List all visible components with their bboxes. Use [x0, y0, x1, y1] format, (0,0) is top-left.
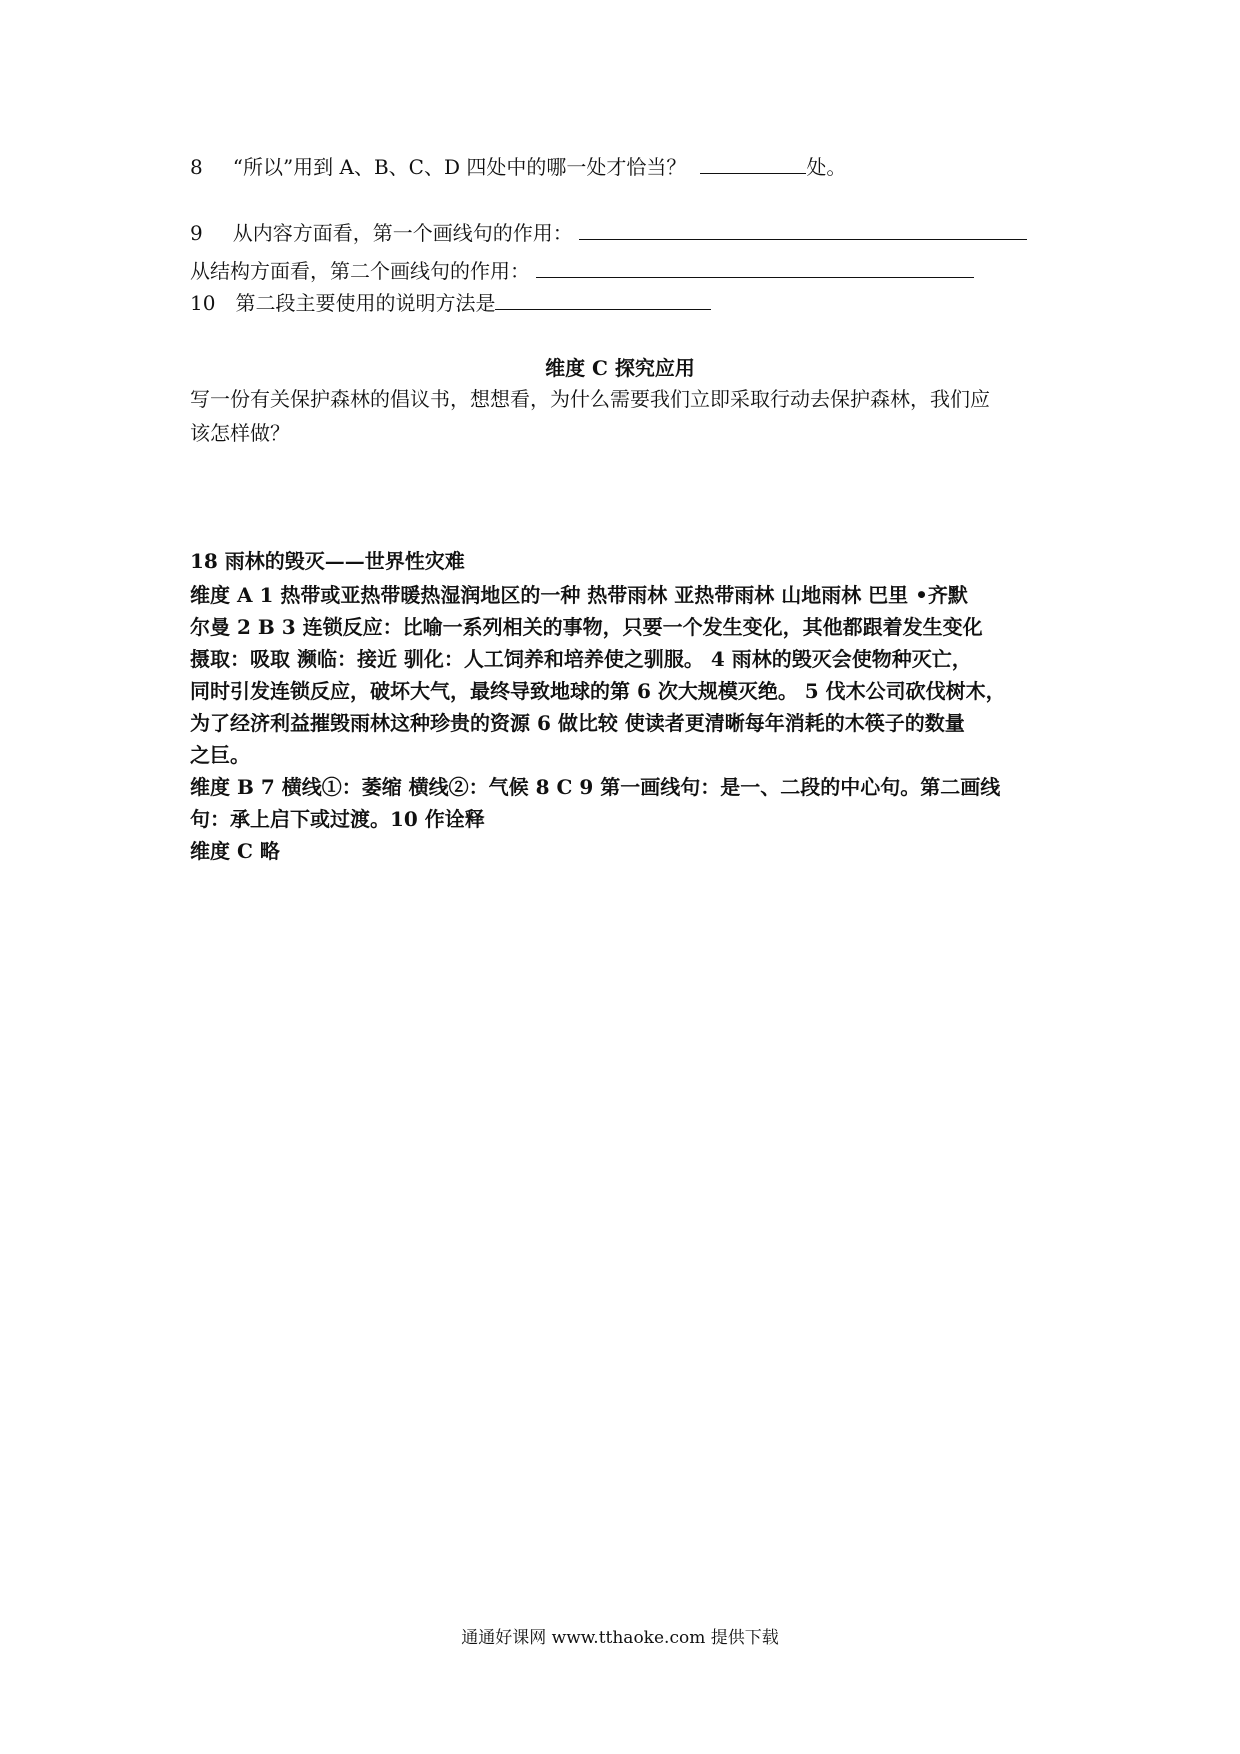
section-c-heading: 维度 C 探究应用: [545, 356, 695, 380]
answer-line-9: 维度 C 略: [190, 839, 280, 863]
answer-line-5: 为了经济利益摧毁雨林这种珍贵的资源 6 做比较 使读者更清晰每年消耗的木筷子的数量: [190, 711, 965, 735]
page-footer: 通通好课网 www.tthaoke.com 提供下载: [461, 1628, 779, 1648]
question-8: [190, 152, 846, 182]
question-8-number: 8: [190, 155, 203, 179]
question-9-answer-blank-2[interactable]: [536, 257, 974, 278]
answer-line-1: 维度 A 1 热带或亚热带暖热湿润地区的一种 热带雨林 亚热带雨林 山地雨林 巴里 •齐默: [190, 583, 968, 607]
question-9-number: 9: [190, 221, 203, 245]
question-9-line-2: [190, 256, 974, 286]
question-9-line-1: [190, 218, 1027, 248]
answer-line-7: 维度 B 7 横线①：萎缩 横线②：气候 8 C 9 第一画线句：是一、二段的中心句。第二画线: [190, 775, 1001, 799]
question-9-prompt-1: 从内容方面看，第一个画线句的作用：: [232, 221, 573, 245]
question-8-suffix: 处。: [806, 155, 847, 179]
answer-line-2: 尔曼 2 B 3 连锁反应：比喻一系列相关的事物，只要一个发生变化，其他都跟着发生变化: [190, 615, 983, 639]
answer-line-8: 句：承上启下或过渡。10 作诠释: [190, 807, 485, 831]
answer-line-4: 同时引发连锁反应，破坏大气，最终导致地球的第 6 次大规模灭绝。 5 伐木公司砍伐树木，: [190, 679, 1006, 703]
section-c-line-1: 写一份有关保护森林的倡议书，想想看，为什么需要我们立即采取行动去保护森林，我们应: [190, 387, 990, 411]
question-8-text: “所以”用到 A、B、C、D 四处中的哪一处才恰当？: [232, 155, 687, 179]
question-9-prompt-2: 从结构方面看，第二个画线句的作用：: [190, 259, 530, 283]
answer-line-3: 摄取：吸取 濒临：接近 驯化：人工饲养和培养使之驯服。 4 雨林的毁灭会使物种灭亡，: [190, 647, 972, 671]
question-10-number: 10: [190, 291, 216, 315]
answer-line-6: 之巨。: [190, 743, 250, 767]
question-10-text: 第二段主要使用的说明方法是: [235, 291, 496, 315]
question-10-answer-blank[interactable]: [495, 289, 711, 310]
question-9-answer-blank-1[interactable]: [579, 219, 1027, 240]
question-10: [190, 288, 711, 318]
question-8-answer-blank[interactable]: [700, 153, 806, 174]
section-c-line-2: 该怎样做？: [190, 421, 290, 445]
answer-title: 18 雨林的毁灭——世界性灾难: [190, 549, 465, 573]
